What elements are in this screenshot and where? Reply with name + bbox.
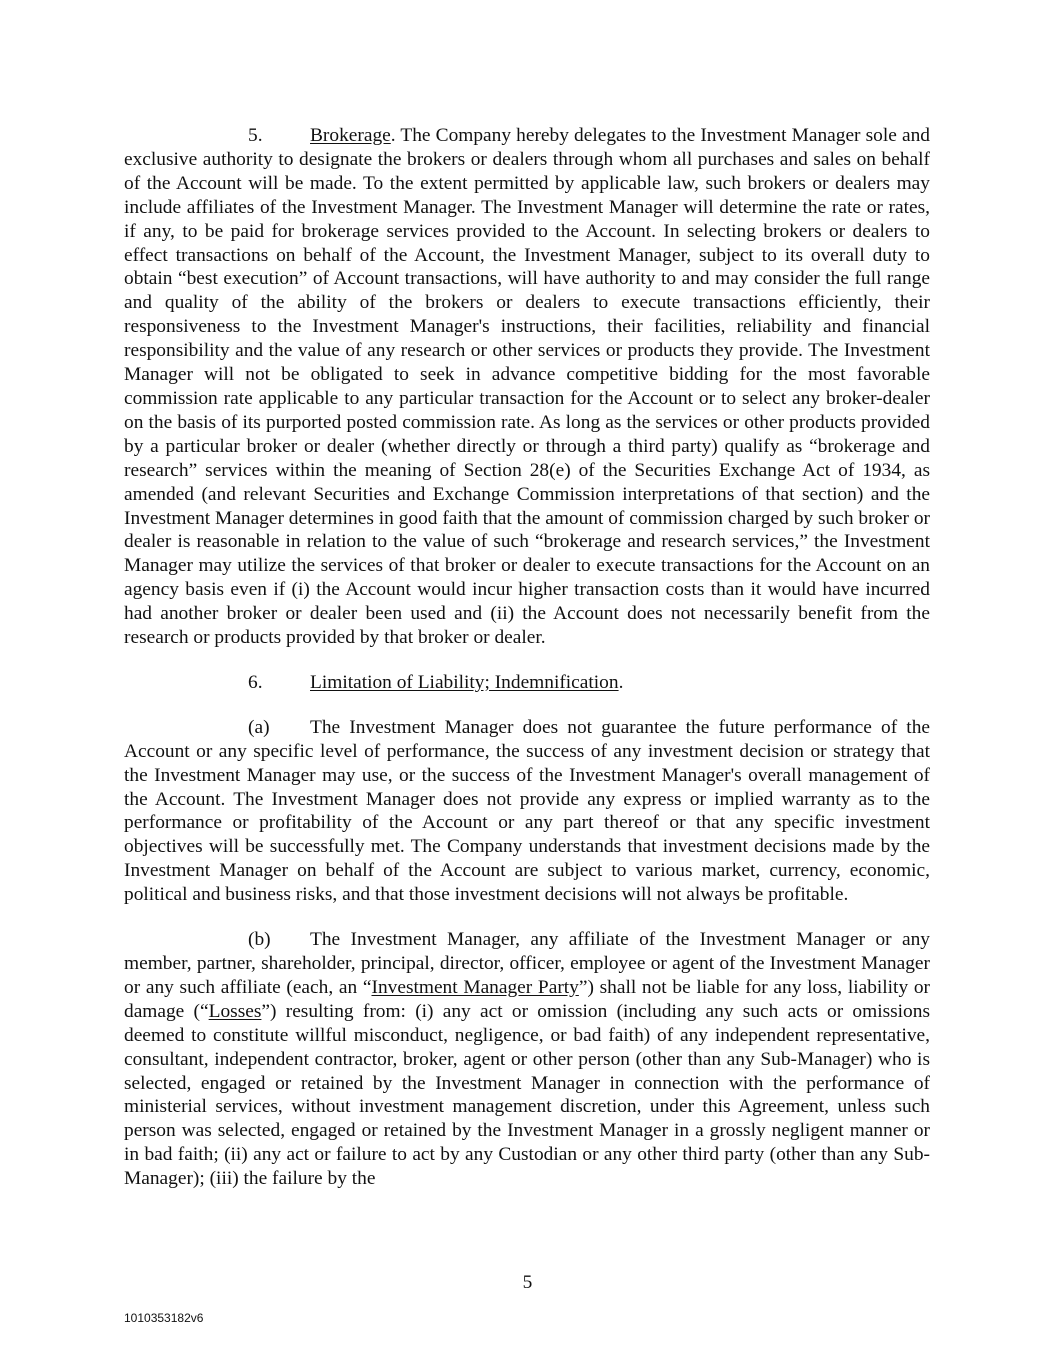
section-number: 6. (248, 671, 263, 693)
heading-period: . (618, 671, 624, 693)
defined-term-investment-manager-party: Investment Manager Party (371, 976, 579, 998)
subsection-body-part-2: ”) shall not be liable for any loss, liability or damage (“ (124, 976, 930, 1022)
subsection-body-part-1: The Investment Manager, any affiliate of the Investment Manager or any member, partner, shareholder, principal, director, officer, employee or agent of the Investment Manager or any such affiliate (each, an “ (124, 929, 930, 998)
subsection-label: (a) (248, 716, 270, 738)
section-heading: Limitation of Liability; Indemnification (310, 671, 619, 693)
subsection-a-paragraph (124, 716, 930, 907)
subsection-body-part-3: ”) resulting from: (i) any act or omission (including any such acts or omissions deemed to constitute willful misconduct, negligence, or bad faith) of any independent representative, consultant, independent contractor, broker, agent or other person (other than any Sub-Manager) who is selected, engaged or retained by the Investment Manager in connection with the performance of ministerial services, without investment management discretion, under this Agreement, unless such person was selected, engaged or retained by the Investment Manager in a grossly negligent manner or in bad faith; (ii) any act or failure to act by any Custodian or any other third party (other than any Sub-Manager); (iii) the failure by the (124, 1000, 930, 1190)
page-number: 5 (522, 1272, 533, 1293)
subsection-body: The Investment Manager does not guarantee the future performance of the Account or any specific level of performance, the success of any investment decision or strategy that the Investment Manager may use, or the success of the Investment Manager's overall management of the Account. The Investment Manager does not provide any express or implied warranty as to the performance or profitability of the Account or any part thereof or that any specific investment objectives will be successfully met. The Company understands that investment decisions made by the Investment Manager on behalf of the Account are subject to various market, currency, economic, political and business risks, and that those investment decisions will not always be profitable. (124, 716, 930, 906)
document-page (124, 124, 930, 1191)
document-id: 1010353182v6 (124, 1311, 204, 1325)
subsection-b-paragraph (124, 928, 930, 1191)
section-heading: Brokerage (310, 125, 391, 146)
section-5-paragraph (124, 124, 930, 650)
defined-term-losses: Losses (208, 1000, 262, 1022)
section-number: 5. (248, 125, 263, 146)
subsection-label: (b) (248, 929, 271, 951)
section-6-heading-line (124, 671, 930, 695)
section-body: . The Company hereby delegates to the Investment Manager sole and exclusive authority to designate the brokers or dealers through whom all purchases and sales on behalf of the Account will be made. To the extent permitted by applicable law, such brokers or dealers may include affiliates of the Investment Manager. The Investment Manager will determine the rate or rates, if any, to be paid for brokerage services provided to the Account. In selecting brokers or dealers to effect transactions on behalf of the Account, the Investment Manager, subject to its overall duty to obtain “best execution” of Account transactions, will have authority to and may consider the full range and quality of the ability of the brokers or dealers to execute transactions efficiently, their responsiveness to the Investment Manager's instructions, their facilities, reliability and financial responsibility and the value of any research or other services or products they provide. The Investment Manager will not be obligated to seek in advance competitive bidding for the most favorable commission rate applicable to any particular transaction for the Account or to select any broker-dealer on the basis of its purported posted commission rate. As long as the services or other products provided by a particular broker or dealer (whether directly or through a third party) qualify as “brokerage and research” services within the meaning of Section 28(e) of the Securities Exchange Act of 1934, as amended (and relevant Securities and Exchange Commission interpretations of that section) and the Investment Manager determines in good faith that the amount of commission charged by such broker or dealer is reasonable in relation to the value of such “brokerage and research services,” the Investment Manager may utilize the services of that broker or dealer to execute transactions for the Account on an agency basis even if (i) the Account would incur higher transaction costs than it would have incurred had another broker or dealer been used and (ii) the Account does not necessarily benefit from the research or products provided by that broker or dealer. (124, 125, 930, 649)
